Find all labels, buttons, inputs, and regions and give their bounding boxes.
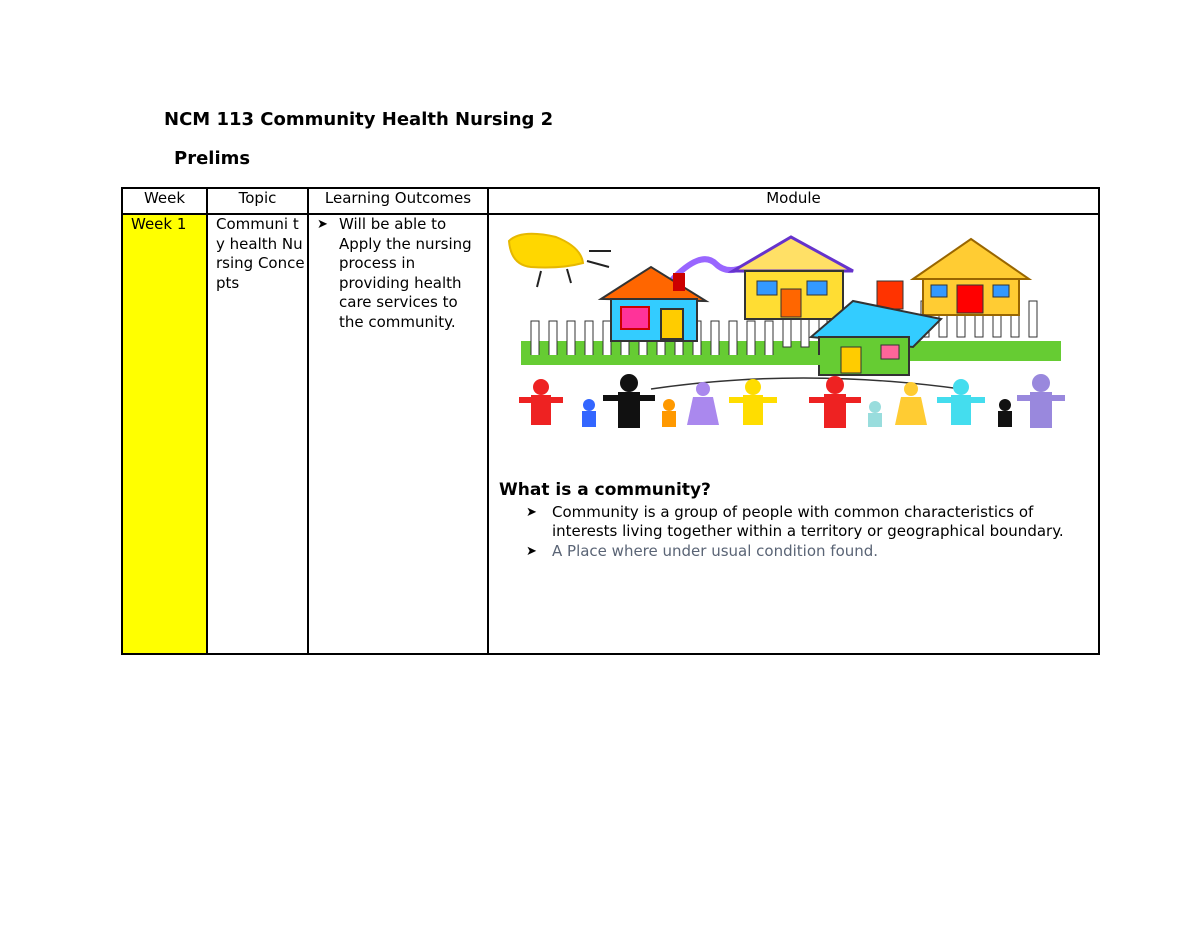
module-heading: What is a community?	[499, 480, 711, 500]
outcome-text: Will be able to Apply the nursing process in providing health care services to the community.	[339, 215, 472, 331]
document-title: NCM 113 Community Health Nursing 2	[164, 109, 554, 130]
week-cell	[122, 214, 207, 654]
header-module: Module	[488, 188, 1099, 214]
outcome-cell	[308, 214, 488, 654]
arrowhead-bullet-icon: ➤	[526, 543, 537, 559]
arrowhead-bullet-icon: ➤	[526, 504, 537, 520]
module-bullet-text: Community is a group of people with common characteristics of interests living together within a territory or geographical boundary.	[552, 502, 1064, 540]
module-bullet-text: A Place where under usual condition found.	[552, 541, 879, 560]
header-week: Week	[122, 188, 207, 214]
table-row	[122, 214, 1099, 654]
header-topic: Topic	[207, 188, 308, 214]
module-bullet-list	[526, 503, 1098, 562]
module-cell	[488, 214, 1099, 654]
arrowhead-bullet-icon: ➤	[317, 217, 328, 232]
list-item	[526, 503, 1098, 542]
list-item	[526, 542, 1098, 562]
header-learning-outcomes: Learning Outcomes	[308, 188, 488, 214]
topic-cell	[207, 214, 308, 654]
table-header-row	[122, 188, 1099, 214]
course-table	[121, 187, 1100, 655]
community-illustration	[501, 229, 1071, 439]
section-subtitle: Prelims	[174, 148, 251, 169]
topic-text: Communi ty health Nursing Concepts	[216, 215, 305, 292]
week-label: Week 1	[131, 215, 187, 233]
